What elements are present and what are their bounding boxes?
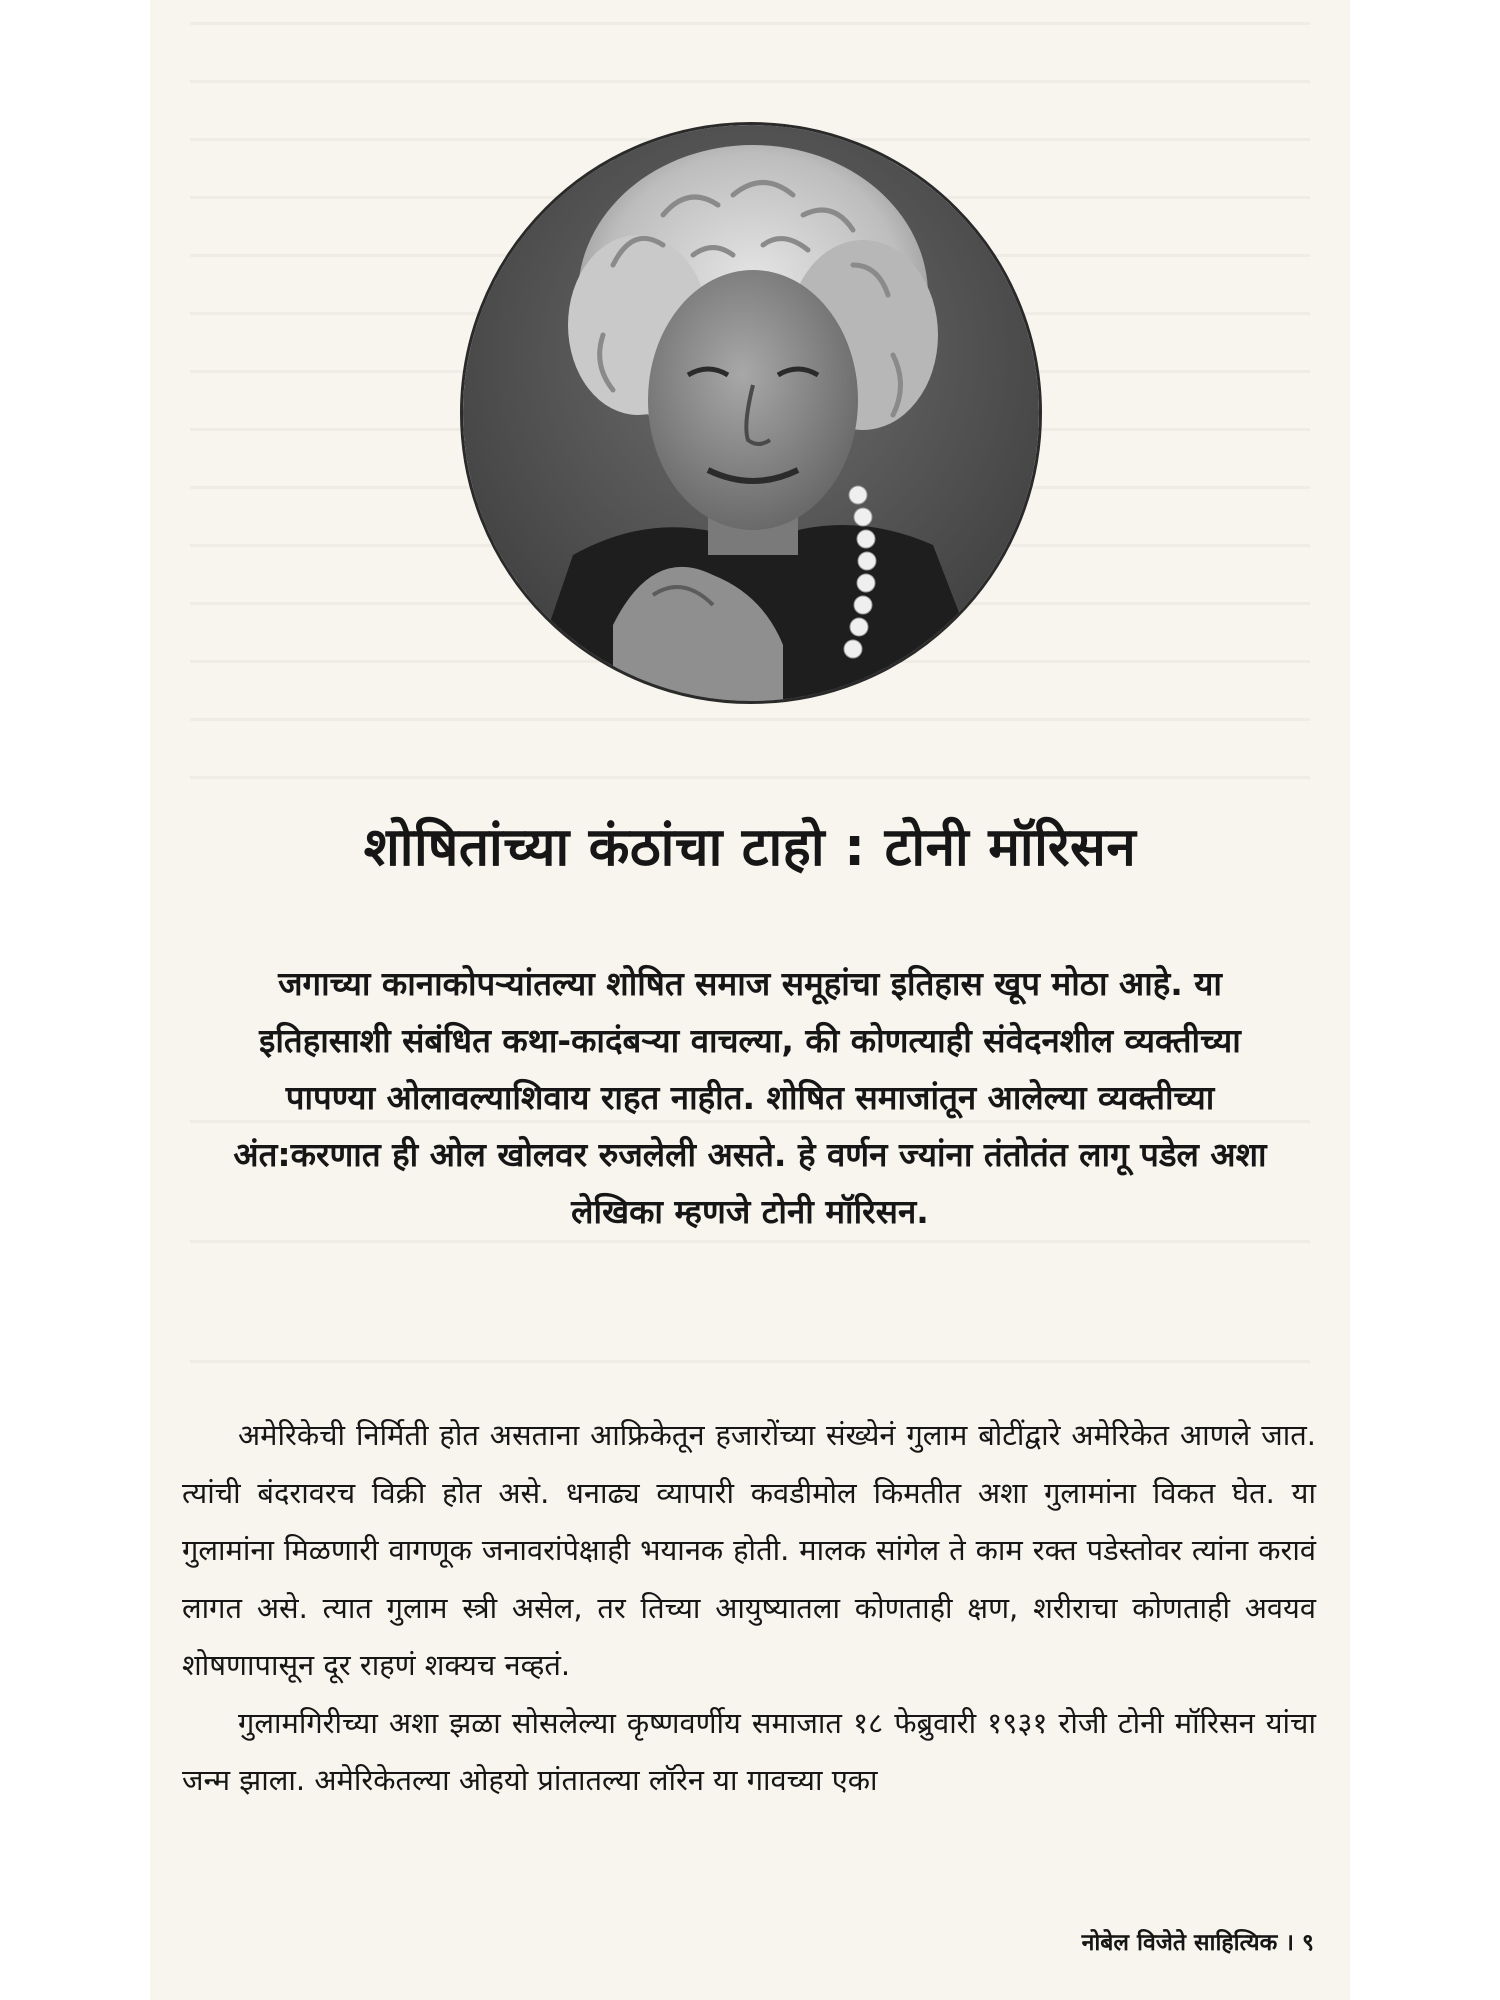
body-paragraph: गुलामगिरीच्या अशा झळा सोसलेल्या कृष्णवर्णीय समाजात १८ फेब्रुवारी १९३१ रोजी टोनी मॉरिसन यांचा जन्म झाला. अमेरिकेतल्या ओहयो प्रांतातल्या लॉरेन या गावच्या एका <box>182 1705 1316 1797</box>
footer-separator: । <box>1285 1930 1295 1956</box>
intro-paragraph: जगाच्या कानाकोपऱ्यांतल्या शोषित समाज समूहांचा इतिहास खूप मोठा आहे. या इतिहासाशी संबंधित कथा-कादंबऱ्या वाचल्या, की कोणत्याही संवेदनशील व्यक्तीच्या पापण्या ओलावल्याशिवाय राहत नाहीत. शोषित समाजांतून आलेल्या व्यक्तीच्या अंत:करणात ही ओल खोलवर रुजलेली असते. हे वर्णन ज्यांना तंतोतंत लागू पडेल अशा लेखिका म्हणजे टोनी मॉरिसन. <box>233 964 1267 1231</box>
chapter-title: शोषितांच्या कंठांचा टाहो : टोनी मॉरिसन <box>363 817 1137 878</box>
body-text <box>182 1407 1316 1810</box>
bleed-through-line <box>190 718 1310 721</box>
bleed-through-line <box>190 1360 1310 1363</box>
book-title: नोबेल विजेते साहित्यिक <box>1081 1930 1278 1956</box>
page-footer <box>1082 1925 1314 1957</box>
author-portrait <box>460 122 1042 704</box>
book-page <box>150 0 1350 2000</box>
bleed-through-line <box>190 22 1310 25</box>
author-portrait-photo-icon <box>463 125 1039 701</box>
page-number: ९ <box>1302 1930 1314 1956</box>
body-paragraph: अमेरिकेची निर्मिती होत असताना आफ्रिकेतून हजारोंच्या संख्येनं गुलाम बोटींद्वारे अमेरिकेत आणले जात. त्यांची बंदरावरच विक्री होत असे. धनाढ्य व्यापारी कवडीमोल किमतीत अशा गुलामांना विकत घेत. या गुलामांना मिळणारी वागणूक जनावरांपेक्षाही भयानक होती. मालक सांगेल ते काम रक्त पडेस्तोवर त्यांना करावं लागत असे. त्यात गुलाम स्त्री असेल, तर तिच्या आयुष्यातला कोणताही क्षण, शरीराचा कोणताही अवयव शोषणापासून दूर राहणं शक्यच नव्हतं. <box>182 1418 1316 1682</box>
bleed-through-line <box>190 776 1310 779</box>
bleed-through-line <box>190 80 1310 83</box>
bleed-through-line <box>190 1240 1310 1243</box>
